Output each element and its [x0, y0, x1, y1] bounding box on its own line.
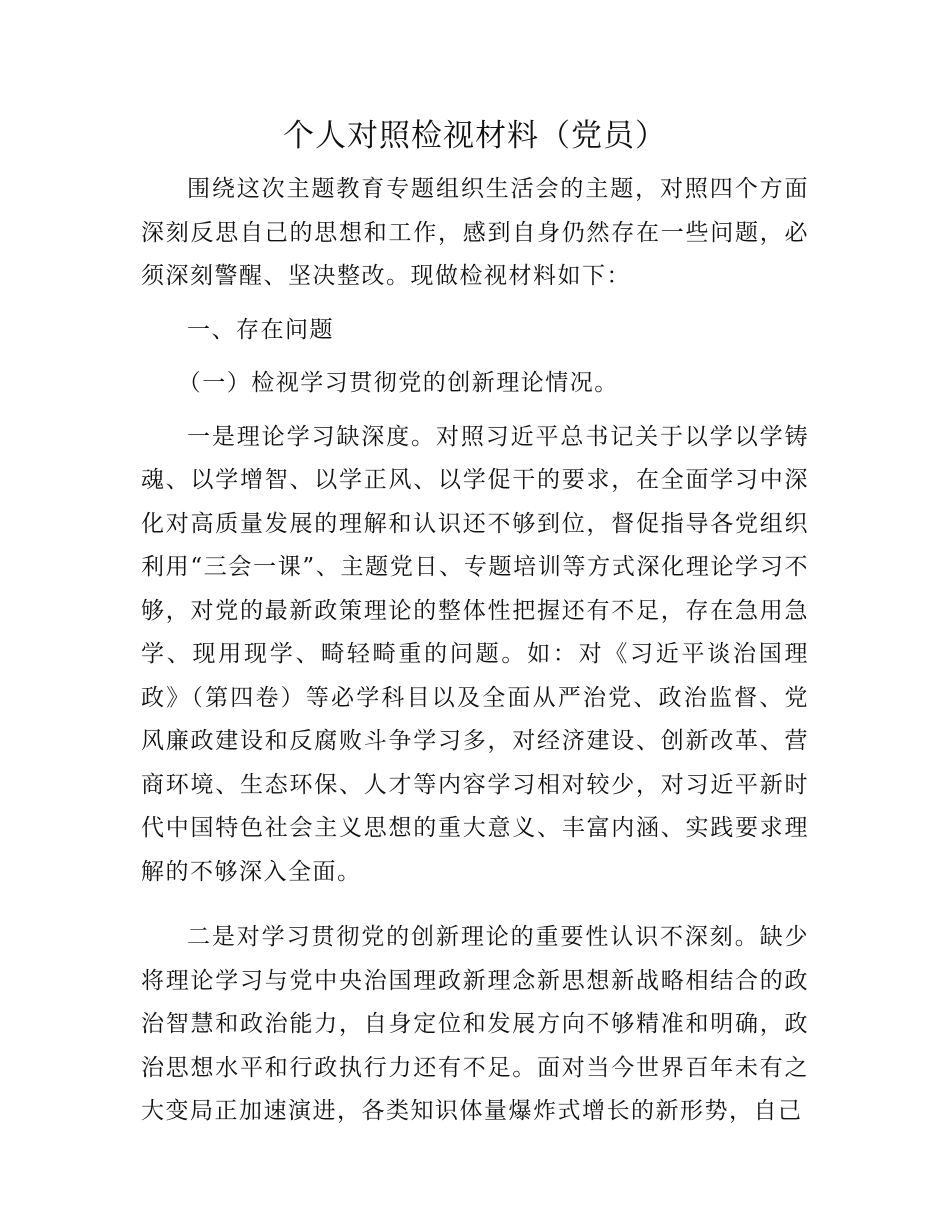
subsection-heading: （一）检视学习贯彻党的创新理论情况。 — [177, 370, 619, 396]
spacer — [141, 352, 809, 362]
spacer — [141, 406, 809, 416]
section-heading: 一、存在问题 — [187, 316, 334, 343]
body-paragraph-2: 二是对学习贯彻党的创新理论的重要性认识不深刻。缺少将理论学习与党中央治国理政新理念新思想新战略相结合的政治智慧和政治能力，自身定位和发展方向不够精准和明确，政治思想水平和行政执行力还有不足。面对当今世界百年未有之大变局正加速演进，各类知识体量爆炸式增长的新形势，自己 — [141, 924, 809, 1124]
body-paragraph-1: 一是理论学习缺深度。对照习近平总书记关于以学以学铸魂、以学增智、以学正风、以学促干的要求，在全面学习中深化对高质量发展的理解和认识还不够到位，督促指导各党组织利用“三会一课”、主题党日、专题培训等方式深化理论学习不够，对党的最新政策理论的整体性把握还有不足，存在急用急学、现用现学、畸轻畸重的问题。如：对《习近平谈治国理政》（第四卷）等必学科目以及全面从严治党、政治监督、党风廉政建设和反腐败斗争学习多，对经济建设、创新改革、营商环境、生态环保、人才等内容学习相对较少，对习近平新时代中国特色社会主义思想的重大意义、丰富内涵、实践要求理解的不够深入全面。 — [141, 423, 809, 885]
document-body — [141, 112, 809, 1134]
intro-paragraph: 围绕这次主题教育专题组织生活会的主题，对照四个方面深刻反思自己的思想和工作，感到自身仍然存在一些问题，必须深刻警醒、坚决整改。现做检视材料如下： — [141, 176, 809, 289]
spacer — [141, 299, 809, 309]
document-title: 个人对照检视材料（党员） — [283, 118, 667, 154]
spacer — [141, 894, 809, 916]
